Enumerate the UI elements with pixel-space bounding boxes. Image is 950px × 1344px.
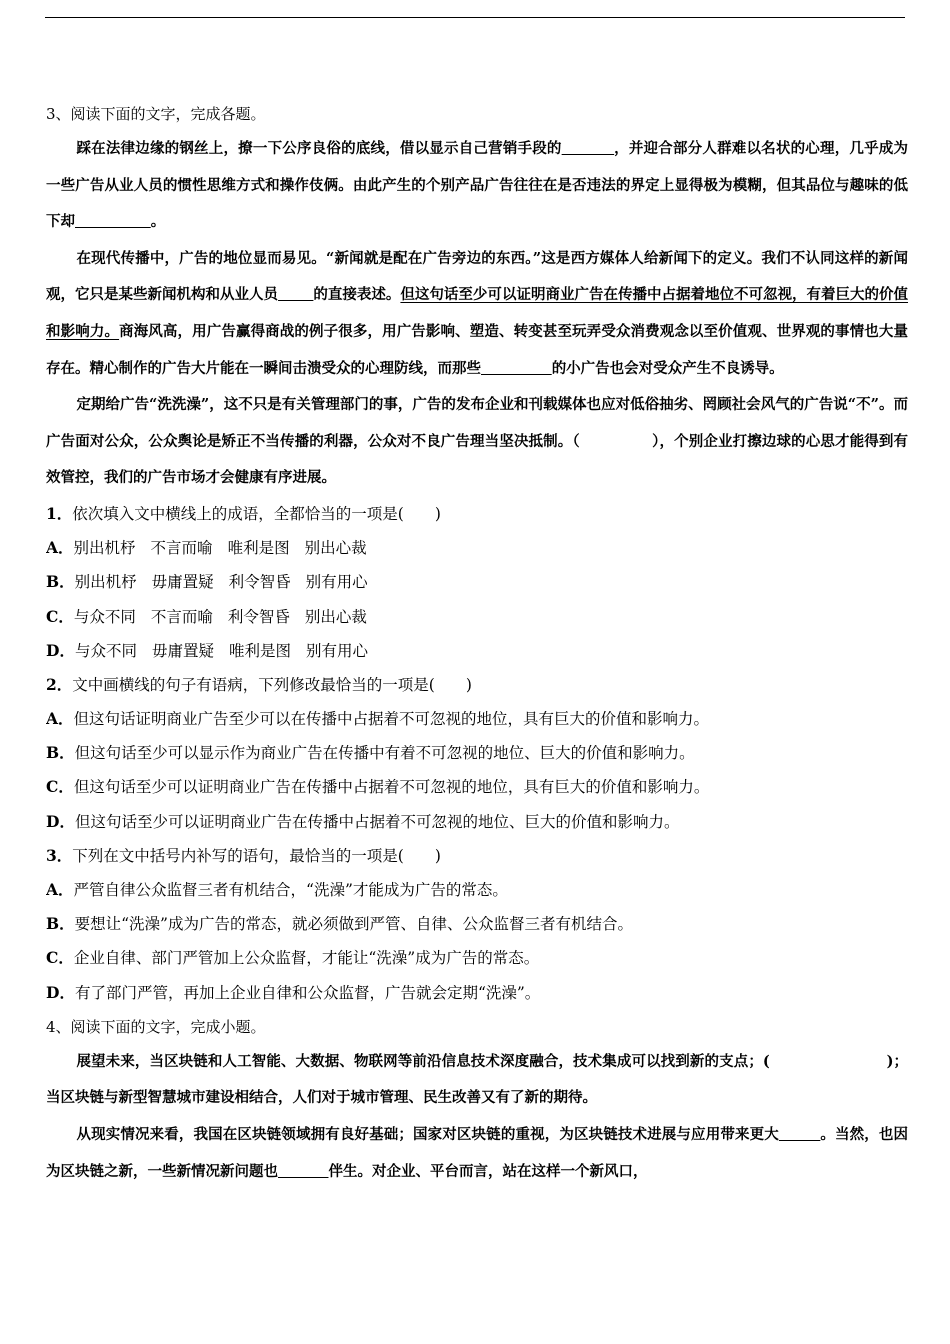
option-text: 但这句话至少可以证明商业广告在传播中占据着不可忽视的地位，具有巨大的价值和影响力。 (73, 778, 710, 797)
text-segment: ），个别企业打擦边球的心思才能得到有效管控，我们的广告市场才会健康有序进展。 (46, 432, 908, 487)
text-segment: 商海风高，用广告赢得商战的例子很多，用广告影响、塑造、转变甚至玩弄受众消费观念以至价值观、世界观的事情也大量存在。精心制作的广告大片能在一瞬间击溃受众的心理防线，而那些 (46, 322, 908, 377)
question-2-option-c[interactable] (46, 770, 908, 804)
question-number: 3． (46, 845, 73, 865)
option-word: 别有用心 (306, 641, 369, 660)
question-1 (46, 497, 908, 531)
option-text (74, 539, 382, 557)
question-2 (46, 668, 908, 702)
text-segment: 。当然，也因为区块链之新，一些新情况新问题也 (46, 1125, 909, 1180)
option-word: 唯利是图 (228, 641, 291, 660)
option-word: 与众不同 (74, 641, 137, 660)
text-segment: 踩在法律边缘的钢丝上，撩一下公序良俗的底线，借以显示自己营销手段的 (76, 140, 562, 157)
text-segment: 定期给广告“洗洗澡”，这不只是有关管理部门的事，广告的发布企业和刊载媒体也应对低俗抽劣、罔顾社会风气的广告说“不”。而广告面对公众，公众舆论是矫正不当传播的利器，公众对不良广告理当坚决抵制。（ (46, 396, 908, 450)
option-text (74, 608, 382, 626)
section4-paragraph-1: 展望未来，当区块链和人工智能、大数据、物联网等前沿信息技术深度融合，技术集成可以找到新的支点；( )；当区块链与新型智慧城市建设相结合，人们对于城市管理、民生改善又有了新的期待。 (46, 1052, 908, 1107)
question-2-option-a[interactable] (46, 702, 908, 736)
text-segment: 的小广告也会对受众产生不良诱导。 (551, 359, 784, 377)
text-segment: 从现实情况来看，我国在区块链领域拥有良好基础；国家对区块链的重视，为区块链技术进展与应用带来更大 (76, 1125, 779, 1143)
question-1-option-c[interactable] (46, 600, 908, 634)
question-1-option-a[interactable] (46, 531, 908, 565)
question-stem: 文中画横线的句子有语病，下列修改最恰当的一项是( ) (72, 675, 472, 694)
fill-blank (278, 1163, 328, 1180)
option-text: 有了部门严管，再加上企业自律和公众监督，广告就会定期“洗澡”。 (74, 983, 541, 1002)
option-letter: A． (46, 880, 74, 899)
document-body (46, 97, 908, 1190)
option-letter: C． (46, 606, 74, 626)
question-3-option-d[interactable] (46, 976, 908, 1010)
option-letter: D． (46, 811, 75, 831)
section4-heading: 4、阅读下面的文字，完成小题。 (46, 1017, 266, 1036)
option-word: 不言而喻 (150, 607, 213, 626)
option-letter: A． (46, 538, 74, 558)
option-word: 别有用心 (305, 573, 368, 592)
option-word: 利令智昏 (228, 573, 291, 592)
option-word: 别出心裁 (304, 539, 367, 558)
section3-paragraph-2 (46, 241, 908, 387)
option-word: 不言而喻 (150, 539, 213, 558)
paren-blank (580, 433, 652, 450)
option-text (75, 642, 383, 660)
option-text: 但这句话至少可以显示作为商业广告在传播中有着不可忽视的地位、巨大的价值和影响力。 (74, 744, 695, 763)
option-word: 别出心裁 (304, 607, 367, 626)
question-1-option-b[interactable] (46, 565, 908, 599)
section3-paragraph-1 (46, 131, 908, 241)
section4-paragraph-2 (46, 1117, 908, 1190)
text-segment: ，并迎合部分人群难以名状的心理，几乎成为一些广告从业人员的惯性思维方式和操作伎俩。由此产生的个别产品广告往往在是否违法的界定上显得极为模糊，但其品位与趣味的低下却 (46, 140, 909, 231)
question-number: 1． (46, 503, 73, 523)
option-word: 别出机杼 (74, 573, 137, 592)
option-word: 毋庸置疑 (151, 573, 214, 592)
question-stem: 下列在文中括号内补写的语句，最恰当的一项是( ) (72, 846, 441, 865)
fill-blank (481, 360, 552, 377)
option-text: 要想让“洗澡”成为广告的常态，就必须做到严管、自律、公众监督三者有机结合。 (74, 915, 633, 934)
question-number: 2． (46, 674, 73, 694)
section3-paragraph-3 (46, 387, 908, 497)
option-word: 唯利是图 (227, 539, 290, 558)
option-word: 利令智昏 (227, 607, 290, 626)
option-word: 别出机杼 (73, 539, 136, 558)
option-text: 严管自律公众监督三者有机结合，“洗澡”才能成为广告的常态。 (73, 881, 508, 899)
option-letter: C． (46, 777, 74, 797)
option-letter: B． (46, 914, 75, 934)
fill-blank (562, 140, 615, 157)
text-segment: 伴生。对企业、平台而言，站在这样一个新风口， (328, 1162, 648, 1180)
option-letter: B． (46, 743, 75, 763)
fill-blank (75, 213, 151, 230)
question-2-option-d[interactable] (46, 805, 908, 839)
underlined-sentence: 但这句话至少可以证明商业广告在传播中占据着地位不可忽视，有着巨大的价值和影响力。 (46, 286, 909, 340)
option-text: 但这句话证明商业广告至少可以在传播中占据着不可忽视的地位，具有巨大的价值和影响力。 (73, 710, 710, 729)
option-letter: D． (46, 640, 75, 660)
option-word: 与众不同 (73, 607, 136, 626)
option-word: 毋庸置疑 (151, 641, 214, 660)
option-text: 企业自律、部门严管加上公众监督，才能让“洗澡”成为广告的常态。 (73, 949, 540, 968)
question-3 (46, 839, 908, 873)
option-letter: B． (46, 572, 75, 592)
header-rule (45, 17, 905, 18)
text-segment: 的直接表述。 (313, 286, 401, 304)
question-1-option-d[interactable] (46, 634, 908, 668)
text-segment: 在现代传播中，广告的地位显而易见。“新闻就是配在广告旁边的东西。”这是西方媒体人给新闻下的定义。我们不认同这样的新闻观，它只是某些新闻机构和从业人员 (46, 249, 908, 304)
fill-blank (779, 1126, 820, 1143)
text-segment: 。 (150, 213, 166, 231)
option-text: 但这句话至少可以证明商业广告在传播中占据着不可忽视的地位、巨大的价值和影响力。 (74, 812, 680, 831)
option-letter: C． (46, 948, 74, 968)
question-stem: 依次填入文中横线上的成语，全都恰当的一项是( ) (72, 504, 441, 523)
question-2-option-b[interactable] (46, 736, 908, 770)
fill-blank (278, 286, 313, 303)
option-letter: D． (46, 982, 75, 1002)
section3-heading: 3、阅读下面的文字，完成各题。 (46, 105, 266, 123)
option-letter: A． (46, 709, 74, 729)
question-3-option-c[interactable] (46, 941, 908, 975)
option-text (75, 573, 383, 591)
question-3-option-b[interactable] (46, 907, 908, 941)
question-3-option-a[interactable] (46, 873, 908, 907)
